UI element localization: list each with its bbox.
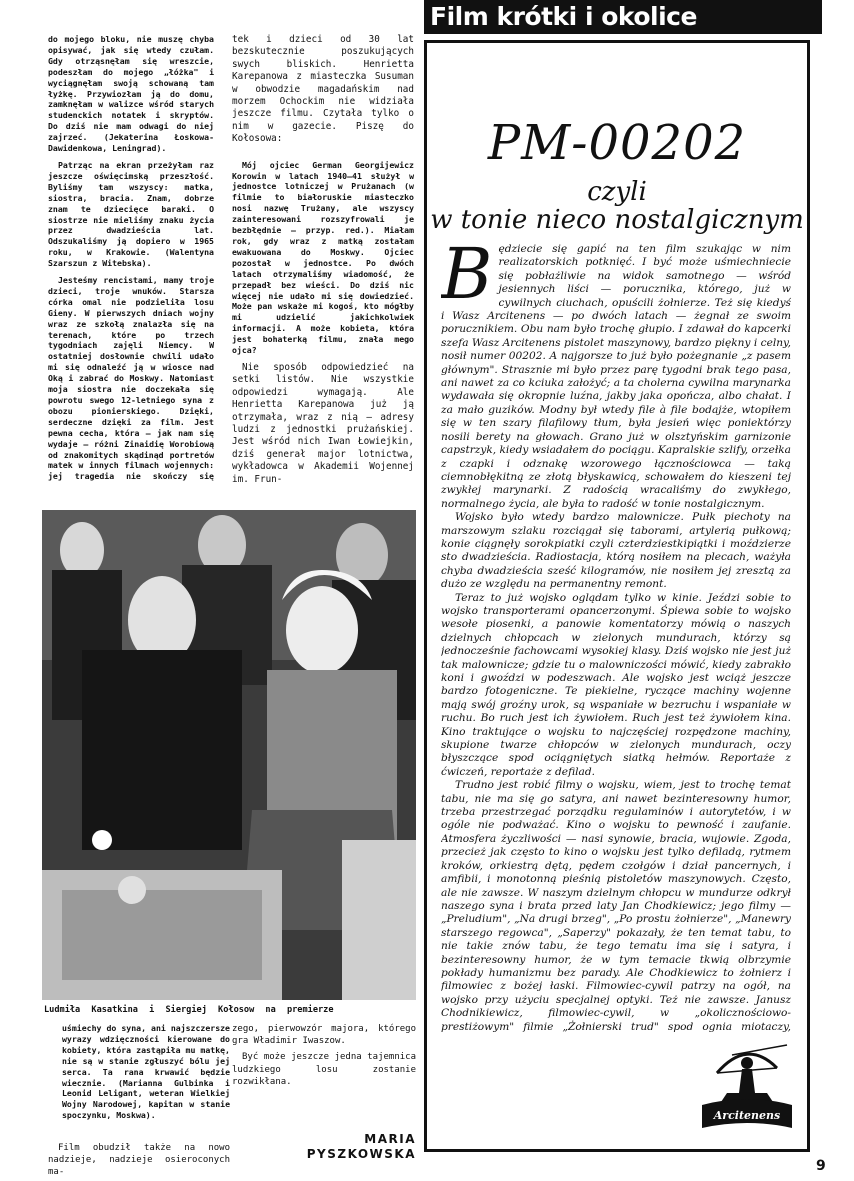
archer-icon [697,1033,797,1143]
article-subtitle-1: czyli [587,177,647,207]
article-box [424,40,810,1152]
article-paragraph-1: ędziecie się gapić na ten film szukając w nim realizatorskich potknięć. I być może uśmiechniecie się pobłażliwie na widok samotnego — wśród jesiennych liści — porucznika, którego, już w cywilnych ciuchach, opuścili żołnierze. Też się kiedyś i Wasz Arcitenens — po dwóch latach — żegnał ze swoim porucznikiem. Obu nam było trochę głupio. I zdawał do kapcerki szefa Wasz Arcitenens pistolet maszynowy, bardzo piękny i celny, nosił numer 00202. A najgorsze to już było pożegnanie „z pasem głównym". Strasznie mi było przez parę tygodni brak tego pasa, ani nawet za co kciuka założyć; a ta cholerna cywilna marynarka wydawała się okropnie luźna, jakby jaka opończa, albo chałat. I za mało guzików. Modny był wtedy file à file bodajże, wtopiłem się w ten szary filafilowy tłum, była jesień więc poniektórzy nosili berety na głowach. Grano już w olsztyńskim garnizonie capstrzyk, kiedy wsiadałem do pociągu. Kapralskie szlify, orzełka z czapki i odznakę wzorowego łącznościowca — taką ciemnobłękitną ze złotą błyskawicą, schowałem do kieszeni tej zwykłej marynarki. Z radością wracaliśmy do zwykłego, normalnego życia, ale była to radość w tonie nostalgicznym. [441,243,791,510]
author-last-name: PYSZKOWSKA [306,1147,416,1161]
photo-illustration [42,510,416,1000]
left-column-bottom [62,1023,230,1133]
middle-bottom-paragraph-2: Być może jeszcze jedna tajemnica ludzkiego losu zostanie rozwikłana. [232,1052,416,1087]
article-paragraph-3: Teraz to już wojsko oglądam tylko w kinie. Jeździ sobie to wojsko transporterami opancerzonymi. Śpiewa sobie to wojsko wesołe piosenki, a panowie komentatorzy mówią o naszych dzielnych chłopcach w zielonych mundurach, którzy są jednocześnie fachowcami wysokiej klasy. Dziś wojsko nie jest już tak malownicze; gdzie tu o malowniczości mówić, kiedy zabrakło koni i gwoździ w podeszwach. Ale wojsko jest wciąż jeszcze bardzo fotogeniczne. Te piekielne, ryczące machiny wojenne mają swój groźny urok, są wspaniałe w bezruchu i wspaniałe w ruchu. Bo ruch jest ich żywiołem. Ruch jest też żywiołem kina. Kino traktujące o wojsku to najczęściej rozpędzone machiny, skupione twarze chłopców w zielonych mundurach, oczy błyszczące spod ociągniętych siatką hełmów. Reportaże z ćwiczeń, reportaże z defilad. [441,591,791,778]
middle-paragraph-3: Nie sposób odpowiedzieć na setki listów. Nie wszystkie odpowiedzi wymagają. Ale Henrietta Karepanowa już ją otrzymała, wraz z nią — adresy ludzi z jednostki prużańskiej. Jest wśród nich Iwan Łowiejkin, dziś generał major lotnictwa, wykładowca w Akademii Wojennej im. Frun- [232,361,414,485]
left-paragraph-3: Jesteśmy rencistami, mamy troje dzieci, troje wnuków. Starsza córka omal nie podzieliła losu Gieny. W pierwszych dniach wojny wraz ze szkołą znalazła się na terenach, które po trzech tygodniach zajęli Niemcy. W ostatniej dosłownie chwili udało mi się odnaleźć ją w wiosce nad Oką i zabrać do Moskwy. Natomiast moja siostra nie doczekała się powrotu swego 12-letniego syna z obozu pionierskiego. Dzięki, serdeczne dzięki za film. Jest pewna cecha, która — jak nam się wydaje — różni Zinaidię Worobiową od znakomitych skądinąd portretów matek w innych filmach wojennych: jej tragedia nie skończy się [48,275,214,482]
section-header [424,0,822,34]
drop-cap: B [441,243,493,315]
middle-bottom-paragraph-1: zego, pierwowzór majora, którego gra Władimir Iwaszow. [232,1024,416,1047]
arcitenens-logo [697,1033,797,1143]
article-paragraph-4: Trudno jest robić filmy o wojsku, wiem, jest to trochę temat tabu, nie ma się go satyra, ani nawet bezinteresowny humor, trzeba przestrzegać porządku regulaminów i autorytetów, i w ogóle nie podważać. Kino o wojsku to pewność i zaufanie. Atmosfera życzliwości — nasi synowie, bracia, wujowie. Zgoda, przecież jak często to kino o wojsku jest tylko defiladą, rytmem kroków, orkiestrą dętą, pędem czołgów i dział pancernych, i amfibii, i monotonną pieśnią pistoletów maszynowych. Często, ale nie zawsze. W naszym dzielnym chłopcu w mundurze odkrył naszego syna i brata przed laty Jan Chodkiewicz; jego filmy — „Preludium", „Na drugi brzeg", „Po prostu żołnierze", „Manewry starszego regowca", „Saperzy" pokazały, że ten temat tabu, to nie takie znów tabu, że tego tematu ima się i satyra, i bezinteresowny humor, że w tym temacie tkwią olbrzymie pokłady humanizmu bez parady. Ale Chodkiewicz to żołnierz i filmowiec z bożej łaski. Filmowiec-cywil patrzy na ogół, na wojsko przy użyciu specjalnej optyki. Też nie zawsze. Janusz Chodnikiewicz, filmowiec-cywil, w „okolicznościowo-prestiżowym" filmie „Żołnierski trud" spod ognia miotaczy, [441,779,791,1033]
left-paragraph-2: Patrząc na ekran przeżyłam raz jeszcze oświęcimską przeszłość. Byliśmy tam wszyscy: matka, siostra, bracia. Znam, dobrze znam te dziecięce baraki. O siostrze nie mieliśmy znaku życia przez dwadzieścia lat. Odszukaliśmy ją dopiero w 1965 roku, w Krakowie. (Walentyna Szarszun z Witebska). [48,159,214,269]
middle-column-bottom [232,1023,416,1096]
article-subtitle-2: w tonie nieco nostalgicznym [430,205,804,235]
left-column-top [48,34,214,482]
section-title: Film krótki i okolice [430,2,697,31]
article-paragraph-2: Wojsko było wtedy bardzo malownicze. Pułk piechoty na marszowym szlaku rozciągał się taborami, artylerią pułkową; konie ciągnęły sorokpiatki czyli czterdziestkipiątki i moździerze sto dwadzieścia. Radiostacja, którą nosiłem na plecach, ważyła chyba dwadzieścia sześć kilogramów, nie nosiłem jej zresztą za dużo ze względu na permanentny remont. [441,511,791,591]
left-bottom-paragraph-2: Film obudził także na nowo nadzieje, nadzieje osieroconych ma- [48,1143,230,1178]
logo-label: Arcitenens [713,1109,781,1122]
article-title: PM-00202 [487,115,747,171]
photo-caption: Ludmiła Kasatkina i Siergiej Kołosow na premierze [44,1005,334,1015]
left-bottom-paragraph-1: uśmiechy do syna, ani najszczersze wyrazy wdzięczności kierowane do kobiety, która zastąpiła mu matkę, nie są w stanie zgłuszyć bólu jej serca. Ta rana krwawić będzie wiecznie. (Marianna Gulbinka i Leonid Leligant, weteran Wielkiej Wojny Narodowej, kapitan w stanie spoczynku, Moskwa). [62,1023,230,1121]
middle-paragraph-1: tek i dzieci od 30 lat bezskutecznie poszukujących swych bliskich. Henrietta Karepanowa z miasteczka Susuman w obwodzie magadańskim nad morzem Ochockim nie widziała jeszcze filmu. Czytała tylko o nim w gazecie. Piszę do Kołosowa: [232,34,414,145]
left-bottom-closing [48,1142,230,1179]
middle-column-top [232,34,414,504]
left-paragraph-1: do mojego bloku, nie muszę chyba opisywać, jak się wtedy czułam. Gdy otrząsnęłam się wreszcie, podeszłam do mojego „łóżka" i wyciągnęłam swoją schowaną tam łyżkę. Przywiozłam ją do domu, zamknęłam w walizce wśród starych studenckich notatek i skryptów. Do dziś nie mam odwagi do niej zajrzeć. (Jekaterina Łoskowa-Dawidenkowa, Leningrad). [48,34,214,154]
author-signature [300,1132,416,1162]
premiere-photo [42,510,416,1000]
article-body [441,243,791,1033]
page-number: 9 [816,1158,826,1174]
middle-letter-paragraph: Mój ojciec German Georgijewicz Korowin w latach 1940—41 służył w jednostce lotniczej w Prużanach (w filmie to białoruskie miasteczko nosi nazwę Trużany, ale wszyscy zainteresowani rozszyfrowali je bezbłędnie — przyp. red.). Miałam rok, gdy wraz z matką zostałam ewakuowana do Moskwy. Ojciec pozostał w jednostce. Po dwóch latach otrzymaliśmy wiadomość, że przepadł bez wieści. Do dziś nic więcej nie udało mi się dowiedzieć. Może pan wskaże mi kogoś, kto mógłby mi udzielić jakichkolwiek informacji. A może kobieta, która jest bohaterką filmu, znała mego ojca? [232,159,414,356]
author-first-name: MARIA [364,1132,416,1146]
